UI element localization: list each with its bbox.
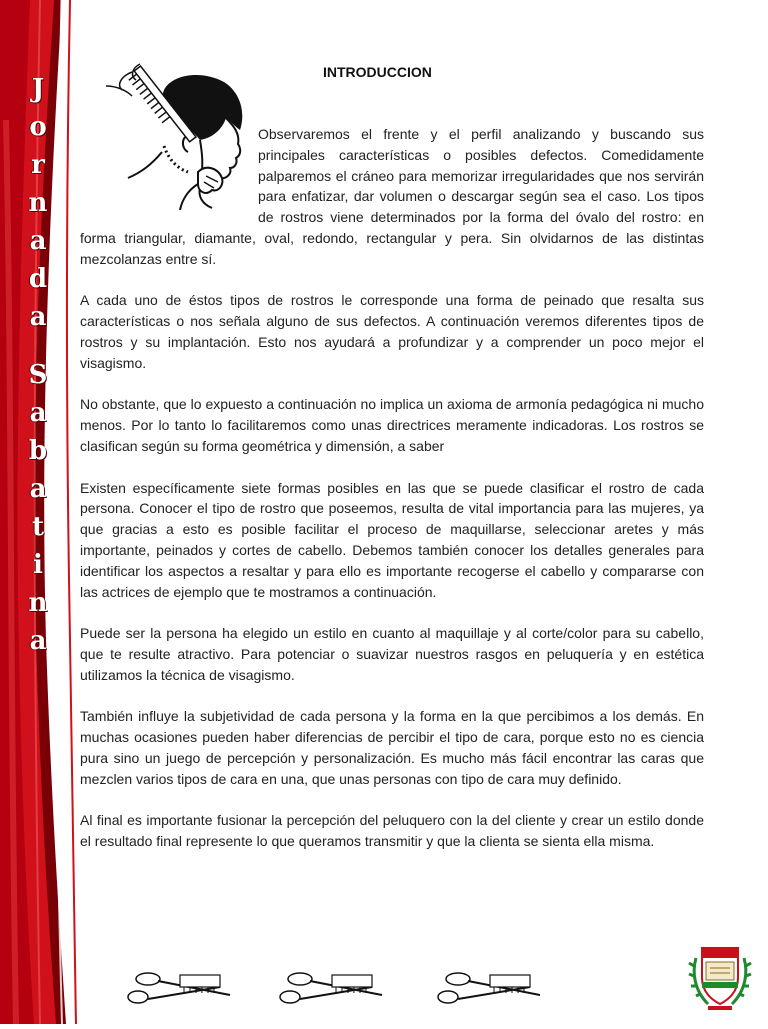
paragraph: También influye la subjetividad de cada persona y la forma en la que percibimos a los demás. En muchas ocasiones pueden haber diferencias de percibir el tipo de cara, porque esto no es ciencia pura sino un juego de percepción y personalización. Es mucho más fácil encontrar las caras que mezclen varios tipos de cara en una, que unas personas con tipo de cara muy definido. bbox=[80, 708, 704, 787]
illustration-spacer bbox=[80, 124, 258, 224]
paragraph: Puede ser la persona ha elegido un estilo en cuanto al maquillaje y al corte/color para su cabello, que te resulte atractivo. Para potenciar o suavizar nuestros rasgos en peluquería y en estética utilizamos la técnica de visagismo. bbox=[80, 625, 704, 683]
sidebar-letter: a bbox=[29, 398, 47, 428]
sidebar-letter: r bbox=[31, 150, 45, 180]
sidebar-letter: b bbox=[28, 436, 48, 466]
sidebar-letter: a bbox=[29, 302, 47, 332]
school-crest-logo bbox=[688, 938, 752, 1016]
decorative-sidebar bbox=[0, 0, 80, 1024]
sidebar-letter: t bbox=[31, 512, 44, 542]
sidebar-letter: a bbox=[29, 626, 47, 656]
sidebar-letter: n bbox=[28, 588, 48, 618]
vertical-title bbox=[18, 70, 58, 660]
sidebar-letter: o bbox=[29, 112, 47, 142]
sidebar-letter: d bbox=[28, 264, 48, 294]
paragraph: A cada uno de éstos tipos de rostros le corresponde una forma de peinado que resalta sus características o nos señala alguno de sus defectos. A continuación veremos diferentes tipos de rostros y su implantación. Esto nos ayudará a profundizar y a comprender un poco mejor el visagismo. bbox=[80, 292, 704, 371]
sidebar-letter: S bbox=[28, 360, 48, 390]
sidebar-letter: a bbox=[29, 474, 47, 504]
paragraph: No obstante, que lo expuesto a continuación no implica un axioma de armonía pedagógica ni mucho menos. Por lo tanto lo facilitaremos como unas directrices meramente indicadoras. Los rostros se clasifican según su forma geométrica y dimensión, a saber bbox=[80, 396, 704, 454]
scissors-comb-icon bbox=[280, 973, 382, 1003]
paragraph: Existen específicamente siete formas posibles en las que se puede clasificar el rostro de cada persona. Conocer el tipo de rostro que poseemos, resulta de vital importancia para las mujeres, ya que gracias a esto es posible facilitar el proceso de maquillarse, seleccionar aretes y más importante, peinados y cortes de cabello. Debemos también conocer los detalles generales para identificar los aspectos a resaltar y para ello es importante recogerse el cabello y compararse con las actrices de ejemplo que te mostramos a continuación. bbox=[80, 479, 704, 600]
word-gap bbox=[18, 336, 58, 356]
article-body bbox=[80, 124, 704, 873]
footer-decoration bbox=[120, 965, 540, 1015]
sidebar-letter: J bbox=[31, 74, 45, 104]
scissors-comb-icon bbox=[438, 973, 540, 1003]
scissors-comb-icon bbox=[128, 973, 230, 1003]
sidebar-letter: n bbox=[28, 188, 48, 218]
sidebar-letter: a bbox=[29, 226, 47, 256]
paragraph: Observaremos el frente y el perfil analizando y buscando sus principales características o posibles defectos. Comedidamente palparemos el cráneo para memorizar irregularidades que nos servirán para enfatizar, dar volumen o descargar según sea el caso. Los tipos de rostros viene determinados por la forma del óvalo del rostro: en forma triangular, diamante, oval, redondo, rectangular y pera. Sin olvidarnos de las distintas mezcolanzas entre sí. bbox=[80, 126, 704, 267]
page-title: INTRODUCCION bbox=[323, 64, 432, 80]
paragraph: Al final es importante fusionar la percepción del peluquero con la del cliente y crear un estilo donde el resultado final represente lo que queramos transmitir y que la clienta se sienta ella misma. bbox=[80, 812, 704, 850]
sidebar-letter: i bbox=[33, 550, 43, 580]
